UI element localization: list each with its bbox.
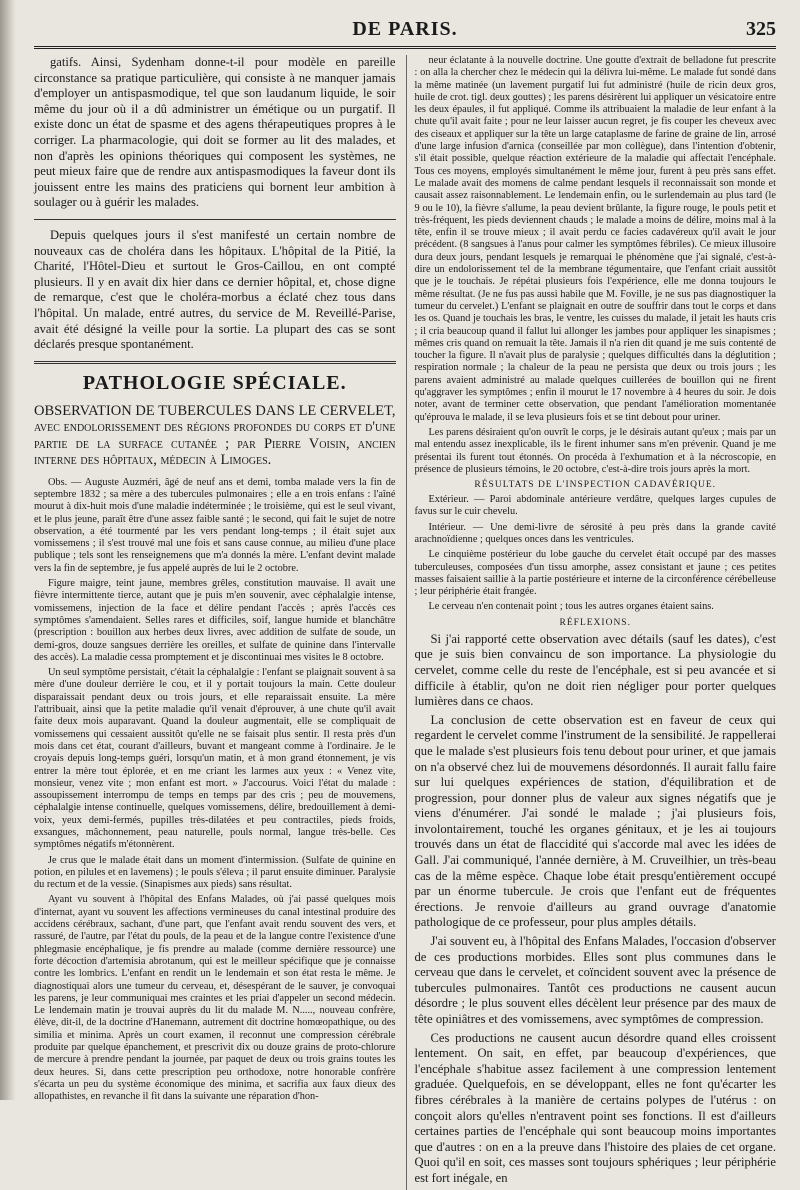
section-divider [34,361,396,364]
autopsy-heading: RÉSULTATS DE L'INSPECTION CADAVÉRIQUE. [474,480,717,491]
left-column [34,55,396,1190]
reflexion-paragraph: Ces productions ne causent aucun désordre quand elles croissent lentement. On sait, en effet, par beaucoup d'expériences, que l'encéphale s'habitue assez facilement à une compression lentement graduée. Quelquefois, en se développant, elles ne font qu'écarter les fibres cérébrales à la manière de certains polypes de l'utérus : on conçoit alors qu'elles n'entravent point ses fonctions. Il est d'ailleurs certaines parties de l'encéphale qui sont beaucoup moins importantes que d'autres : on en a la preuve dans l'histoire des plaies de cet organe. Quoi qu'il en soit, ces masses sont toujours sphériques ; leur périphérie est fort inégale, en [414,1030,776,1185]
observation-paragraph: Les parens désiraient qu'on ouvrît le corps, je le désirais autant qu'eux ; mais par un mal entendu assez inexplicable, ils le firent inhumer sans m'en prévenir. Quand je me présentai ils furent tout étonnés. On procéda à l'exhumation et à la nécroscopie, en présence de plusieurs témoins, le 20 octobre, c'est-à-dire trois jours après la mort. [414,426,776,475]
observation-paragraph: Un seul symptôme persistait, c'était la céphalalgie : l'enfant se plaignait souvent à sa mère d'une douleur derrière le cou, et il y portait toujours la main. Cette douleur disparaissait pendant deux ou trois jours, et elle reparaissait ensuite. La mère l'attribuait, ainsi que la petite maladie qu'il venait d'éprouver, à une chute qu'il avait faite deux mois auparavant. Quand la douleur augmentait, elle se compliquait de vomissemens qui cessaient aussitôt qu'elle ne se faisait plus sentir. Il resta près d'un mois dans cet état, courant d'ailleurs, buvant et mangeant comme à l'ordinaire. Je le croyais depuis long-temps guéri, lorsqu'un matin, et à mon grand étonnement, je vis entrer la mère tout éplorée, et en me criant les larmes aux yeux : « Venez vite, monsieur, venez vite ; mon enfant est mort. » J'accourus. Voici l'état du malade : assoupissement interrompu de temps en temps par des cris ; peu de mouvemens, céphalalgie intense continuelle, quelques vomissemens, délire, bredouillement à demi-voix, yeux demi-fermés, pupilles très-dilatées et peu contractiles, pieds froids, exsangues, mâchonnement, peau naturelle, pouls normal, langue très-belle. Ces symptômes négatifs m'étonnèrent. [34,667,396,851]
book-spine-shadow [0,0,16,1100]
running-title: DE PARIS. [352,18,458,40]
reflexion-paragraph: J'ai souvent eu, à l'hôpital des Enfans Malades, l'occasion d'observer de ces productions morbides. Elles sont plus communes dans le cerveau que dans le cervelet, et coïncident souvent avec la présence de tubercules pulmonaires. Tantôt ces productions ne causent aucun désordre ; le plus souvent elles décèlent leur présence par des maux de tête opiniâtres et des vomissemens, avec symptômes de compression. [414,934,776,1027]
observation-paragraph: Je crus que le malade était dans un moment d'intermission. (Sulfate de quinine en potion, en pilules et en lavemens) ; le pouls s'éleva ; il parut ensuite diminuer. Paralysie du rectum et de la vessie. (Sinapismes aux pieds) sans résultat. [34,854,396,891]
observation-paragraph: neur éclatante à la nouvelle doctrine. Une goutte d'extrait de belladone fut prescrite : on alla la chercher chez le médecin qui la délivra lui-même. Le malade fut sondé dans la même matinée (un lavement purgatif lui fut administré (huile de ricin deux gros, huile de crot. tigl. deux gouttes) ; les parens désirèrent lui appliquer un vésicatoire entre les deux épaules, il fut appliqué. Comme ils attribuaient la maladie de leur enfant à la chute qu'il avait faite ; pour ne leur laisser aucun regret, je fis couper les cheveux avec des ciseaux et appliquer sur la tête un large cataplasme de farine de graine de lin, arrosé d'une large infusion d'arnica (conseillée par mon collègue), dans l'intention d'obtenir, s'il était possible, quelque réaction extérieure de la maladie qui affectait l'encéphale. Tous ces moyens, employés simultanément le même jour, furent à peu près sans effet. Le malade avait des momens de calme pendant lesquels il reconnaissait son monde et causait assez raisonnablement. Le lendemain enfin, ou le surlendemain au plus tard (le 9 ou le 10), la fièvre s'allume, la peau devient brûlante, la figure rouge, le pouls petit et très-fréquent, les pieds deviennent chauds ; le malade a moins de délire, moins mal à la tête, enfin il se trouve mieux ; il avait perdu ce facies cadavéreux qu'il avait le jour précédent. (8 sangsues à l'anus pour calmer les symptômes fébriles). Ce mieux illusoire dura deux jours, pendant lesquels je remarquai le phénomène que j'ai signalé, c'est-à-dire un endolorissement tel de la membrane tégumentaire, que l'enfant criait aussitôt que je le touchais. Je répétai plusieurs fois l'expérience, elle me donna toujours le même résultat. (Je ne fus pas aussi habile que M. Foville, je ne sus pas diagnostiquer la tumeur du cervelet.) L'enfant se plaignait en outre de souffrir dans tout le corps et dans les os. Quand je touchais les bras, le ventre, les cuisses du malade, il jetait les hauts cris ; il cria beaucoup quand il fallut lui allonger les jambes pour appliquer les sinapismes ; mêmes cris quand on remuait la tête. Jamais il n'a rien dit quand je me suis contenté de toucher la figure. Il n'avait plus de paralysie ; quelques difficultés dans la déglutition ; respiration normale ; la chaleur de la peau ne persista que deux ou trois jours ; les parens avaient administré au malade quelques cuillerées de bouillon qui ne firent qu'aggraver les symptômes ; enfin il mourut le 17 novembre à 4 heures du soir. Je dois noter, avant de terminer cette observation, que pendant l'amélioration momentanée qu'éprouva le malade, il se leva plusieurs fois et se tint debout pour uriner. [414,55,776,423]
autopsy-paragraph: Le cerveau n'en contenait point ; tous les autres organes étaient sains. [428,601,714,613]
right-column [406,55,777,1190]
observation-paragraph: Obs. — Auguste Auzméri, âgé de neuf ans et demi, tomba malade vers la fin de septembre 1832 ; sa mère a des tubercules pulmonaires ; elle a en trois enfans : l'aîné mourut à dix-huit mois d'une maladie indéterminée ; le troisième, qui est le seul vivant, et le plus jeune, paraît être d'une assez faible santé ; le second, qui fait le sujet de notre observation, a été tourmenté par les vers pendant long-temps ; il était sujet aux vomissemens ; il s'est trouvé mal une fois et sans cause connue, au milieu d'une place publique ; tels sont les renseignemens que m'a donnés la mère. L'enfant devint malade vers la fin de septembre, je fus appelé auprès de lui le 2 octobre. [34,476,396,574]
autopsy-paragraph: Le cinquième postérieur du lobe gauche du cervelet était occupé par des masses tuberculeuses, composées d'un tissu amorphe, assez consistant et jaune ; ces petites masses faisaient saillie à la partie postérieure et interne de la circonférence cérébelleuse ; leur périphérie était frangée. [414,549,776,598]
observation-paragraph: Figure maigre, teint jaune, membres grêles, constitution mauvaise. Il avait une fièvre intermittente tierce, autant que je puis m'en souvenir, avec céphalalgie intense, vomissemens, injection de la face et délire pendant l'accès ; après l'accès ces symptômes s'amendaient. Selles rares et difficiles, soif, langue humide et blanchâtre (prescription : bouillon aux herbes deux livres, avec addition de sulfate de soude, un demi-gros, douze sangsues derrière les oreilles, et sulfate de quinine dans l'intervalle des accès). La maladie cessa promptement et je discontinuai mes visites le 8 octobre. [34,578,396,663]
reflexions-heading: RÉFLEXIONS. [559,617,631,628]
observation-title: OBSERVATION DE TUBERCULES DANS LE CERVELET, avec endolorissement des régions profondes du corps et d'une partie de la surface cutanée ; par Pierre Voisin, ancien interne des hôpitaux, médecin à Limoges. [34,402,396,469]
section-title: PATHOLOGIE SPÉCIALE. [82,371,347,394]
reflexion-paragraph: La conclusion de cette observation est en faveur de ceux qui regardent le cervelet comme l'instrument de la sensibilité. Je rappellerai que le malade s'est plusieurs fois tenu debout pour uriner, et que jamais on n'a observé chez lui de mouvemens désordonnés. Il aurait fallu faire sur lui quelques expériences de station, d'équilibration et de progression, pour donner plus de valeur aux signes négatifs que je viens d'énumérer. J'ai sondé le malade ; j'ai plusieurs fois, involontairement, touché les organes génitaux, et je les ai toujours trouvés dans un état de flaccidité qui s'accorde mal avec les idées de Gall. J'ai communiqué, l'année dernière, à M. Cruveilhier, un très-beau cas de la même espèce. Chaque lobe était presqu'entièrement occupé par un énorme tubercule. Je crois que l'enfant eut de fréquentes érections. Je renvoie d'ailleurs au grand ouvrage d'anatomie pathologique de ce professeur, pour plus amples détails. [414,712,776,930]
page-header [34,18,776,49]
page-number: 325 [746,18,776,40]
autopsy-paragraph: Intérieur. — Une demi-livre de sérosité à peu près dans la grande cavité arachnoïdienne ; quelques onces dans les ventricules. [414,521,776,545]
cholera-paragraph: Depuis quelques jours il s'est manifesté un certain nombre de nouveaux cas de choléra dans les hôpitaux. L'hôpital de la Pitié, la Charité, l'Hôtel-Dieu et surtout le Gros-Caillou, en ont compté plusieurs. Il y en avait dix hier dans ce dernier hôpital, et, chose digne de remarque, c'est que le choléra-morbus a éclaté chez tous dans l'hôpital. Un malade, entré autres, du service de M. Reveillé-Parise, avait été désigné la veille pour la sortie. La plupart des cas se sont déclarés presque spontanément. [34,227,396,352]
reflexion-paragraph: Si j'ai rapporté cette observation avec détails (sauf les dates), c'est que je suis bien convaincu de son importance. La physiologie du cervelet, comme celle du reste de l'encéphale, est si peu avancée et si difficile à établir, qu'on ne doit rien négliger pour porter quelques lumières dans ce chaos. [414,631,776,709]
intro-paragraph: gatifs. Ainsi, Sydenham donne-t-il pour modèle en pareille circonstance sa pratique particulière, qui consiste à ne manquer jamais d'employer un antispasmodique, tel que son laudanum liquide, le soir même du jour où il a dû administrer un émétique ou un purgatif. Il existe donc un état de spasme et des agens thérapeutiques propres à le corriger. La pharmacologie, qui doit se former au lit des malades, et non d'après les opinions théoriques qui composent les systèmes, ne peut mieux faire que de rendre aux antispasmodiques la faveur dont ils jouissent entre les mains des praticiens qui bornent leur ambition à soulager ou à guérir les malades. [34,55,396,210]
autopsy-paragraph: Extérieur. — Paroi abdominale antérieure verdâtre, quelques larges cupules de favus sur le cuir chevelu. [414,494,776,518]
observation-paragraph: Ayant vu souvent à l'hôpital des Enfans Malades, où j'ai passé quelques mois d'internat, ayant vu souvent les affections vermineuses du canal intestinal produire des accidens cérébraux, sachant, d'une part, que l'enfant avait rendu souvent des vers, et rassuré, de l'autre, par l'état du pouls, de la peau et de la langue contre l'existence d'une phlegmasie encéphalique, je fis prendre au malade (comme dernière ressource) une forte décoction d'artemisia abrotanum, qui est le meilleur spécifique que je connaisse contre les lombrics. L'enfant en rendit un le lendemain et son état resta le même. Je diagnostiquai alors une tumeur du cerveau, et, désespérant de le sauver, je convoquai les parens, je leur communiquai mes craintes et les priai d'appeler un second médecin. Le lendemain matin je trouvai auprès du lit du malade M. N....., nouveau confrère, élève, dit-il, de la doctrine d'Hanemann, autrement dit doctrine homœopathique, ou des similia et minima. Après un court examen, il reconnut une compression cérébrale produite par quelque épanchement, et prescrivit dix ou douze grains de proto-chlorure de mercure à prendre pendant la journée, par paquet de deux ou trois grains toutes les deux heures. Si, dans cette prescription peu orthodoxe, notre honorable confrère s'écarta un peu du système économique des minima, et sacrifia aux faux dieux des allopathistes, en revanche il fit dans la suivante une réparation d'hon- [34,894,396,1103]
divider [34,219,396,220]
text-columns [34,55,776,1190]
